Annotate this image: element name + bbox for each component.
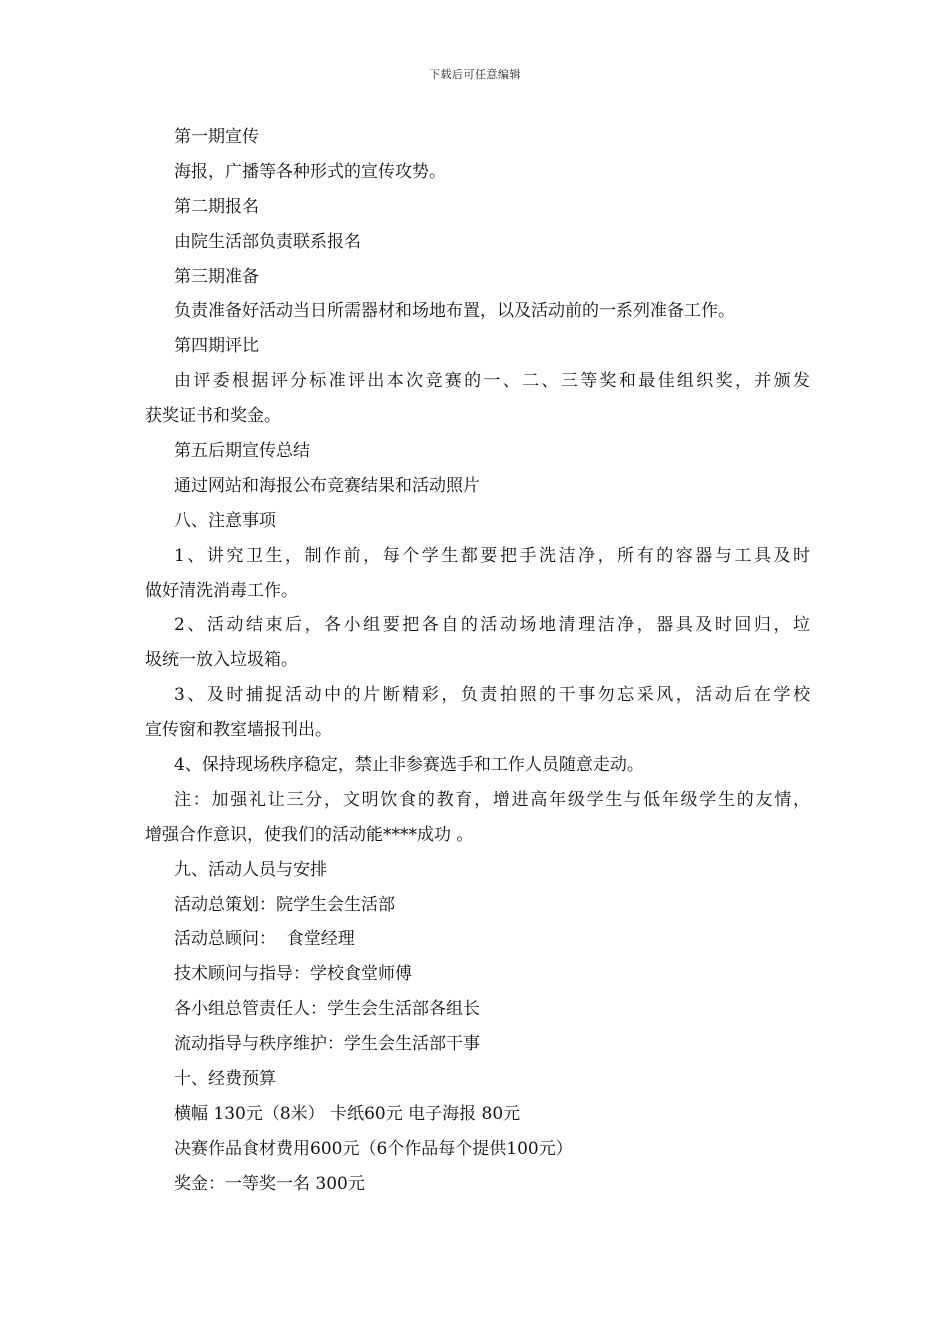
heading-phase-5: 第五后期宣传总结 — [174, 441, 310, 462]
heading-phase-1: 第一期宣传 — [174, 127, 259, 147]
paragraph-line: 通过网站和海报公布竞赛结果和活动照片 — [174, 475, 480, 496]
paragraph-line: 由评委根据评分标准评出本次竞赛的一、二、三等奖和最佳组织奖，并颁发 — [174, 371, 810, 392]
paragraph-line: 3、及时捕捉活动中的片断精彩，负责拍照的干事勿忘采风，活动后在学校 — [174, 685, 810, 706]
paragraph-line: 决赛作品食材费用600元（6个作品每个提供100元） — [174, 1138, 573, 1159]
paragraph-line: 流动指导与秩序维护：学生会生活部干事 — [174, 1034, 480, 1055]
document-body — [145, 120, 810, 1202]
heading-phase-4: 第四期评比 — [174, 336, 259, 357]
paragraph-line: 增强合作意识，使我们的活动能****成功 。 — [145, 824, 474, 845]
page-header-note: 下载后可任意编辑 — [429, 68, 521, 81]
paragraph-line: 做好清洗消毒工作。 — [145, 580, 298, 601]
paragraph-line: 奖金：一等奖一名 300元 — [174, 1173, 365, 1194]
paragraph-line: 技术顾问与指导：学校食堂师傅 — [174, 964, 412, 985]
heading-phase-2: 第二期报名 — [174, 196, 259, 217]
paragraph-line: 4、保持现场秩序稳定，禁止非参赛选手和工作人员随意走动。 — [174, 755, 644, 776]
section-heading-budget: 十、经费预算 — [174, 1069, 276, 1090]
paragraph-line: 圾统一放入垃圾箱。 — [145, 650, 298, 671]
paragraph-line: 1、讲究卫生，制作前，每个学生都要把手洗洁净，所有的容器与工具及时 — [174, 545, 810, 566]
paragraph-line: 负责准备好活动当日所需器材和场地布置，以及活动前的一系列准备工作。 — [174, 301, 735, 322]
paragraph-line: 海报，广播等各种形式的宣传攻势。 — [174, 161, 446, 182]
heading-phase-3: 第三期准备 — [174, 266, 259, 287]
paragraph-line: 2、活动结束后，各小组要把各自的活动场地清理洁净，器具及时回归，垃 — [174, 615, 810, 636]
paragraph-line: 活动总策划：院学生会生活部 — [174, 894, 395, 915]
section-heading-staff: 九、活动人员与安排 — [174, 859, 327, 880]
paragraph-line: 获奖证书和奖金。 — [145, 406, 281, 427]
paragraph-line: 由院生活部负责联系报名 — [174, 231, 361, 252]
paragraph-line: 注：加强礼让三分，文明饮食的教育，增进高年级学生与低年级学生的友情， — [174, 789, 810, 810]
paragraph-line: 各小组总管责任人：学生会生活部各组长 — [174, 999, 480, 1020]
section-heading-notes: 八、注意事项 — [174, 510, 276, 531]
paragraph-line: 宣传窗和教室墙报刊出。 — [145, 720, 332, 741]
paragraph-line: 活动总顾问： 食堂经理 — [174, 929, 355, 950]
paragraph-line: 横幅 130元（8米） 卡纸60元 电子海报 80元 — [174, 1103, 521, 1124]
